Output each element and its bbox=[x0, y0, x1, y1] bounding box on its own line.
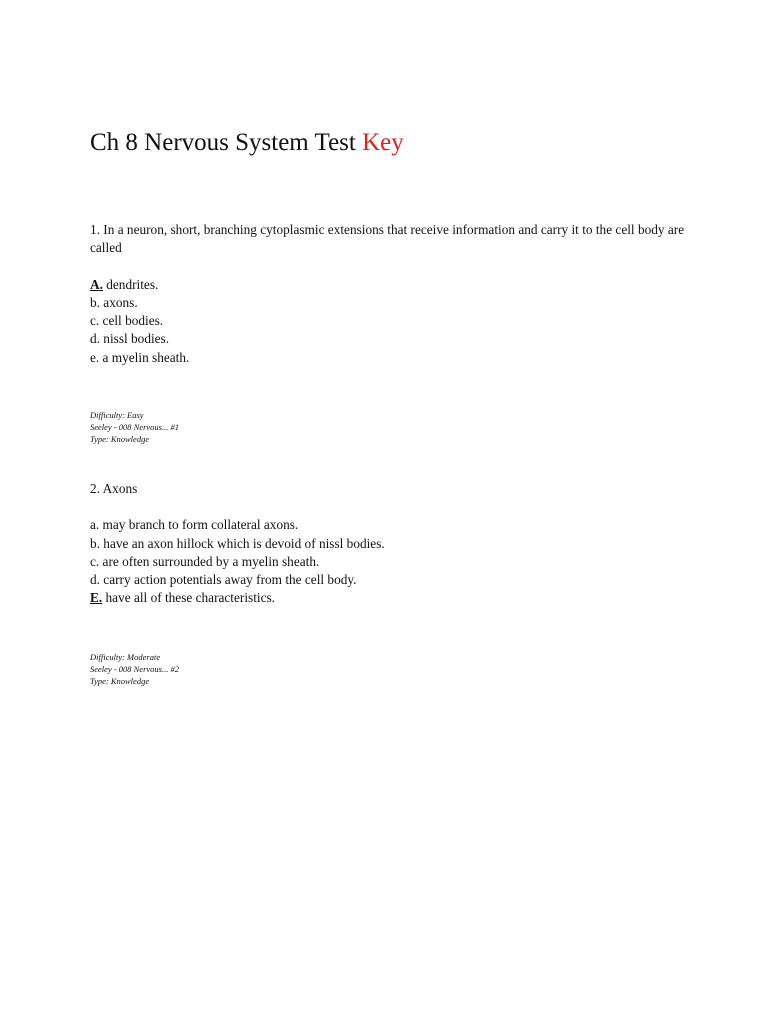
correct-answer-letter: E. bbox=[90, 590, 103, 606]
title-key-highlight: Key bbox=[362, 129, 404, 156]
answer-options bbox=[90, 516, 690, 607]
option-letter: d. bbox=[90, 331, 100, 347]
question-1 bbox=[90, 221, 690, 367]
difficulty-label: Difficulty: Moderate bbox=[90, 652, 161, 662]
option-text: are often surrounded by a myelin sheath. bbox=[99, 553, 320, 569]
question-stem: 2. Axons bbox=[90, 481, 138, 496]
page-title bbox=[90, 126, 404, 160]
option-a bbox=[90, 276, 690, 294]
question-stem: 1. In a neuron, short, branching cytoplasmic extensions that receive information and carry it to the cell body are called bbox=[90, 222, 685, 256]
difficulty-label: Difficulty: Easy bbox=[90, 410, 144, 420]
option-e bbox=[90, 589, 690, 607]
correct-answer-letter: A. bbox=[90, 276, 103, 292]
option-letter: e. bbox=[90, 349, 100, 365]
type-label: Type: Knowledge bbox=[90, 434, 150, 444]
option-text: carry action potentials away from the cell body. bbox=[99, 572, 357, 588]
option-text: axons. bbox=[99, 294, 138, 310]
option-letter: b. bbox=[90, 294, 100, 310]
source-label: Seeley - 008 Nervous... #2 bbox=[90, 664, 179, 674]
question-1-metadata bbox=[90, 409, 179, 445]
option-text: cell bodies. bbox=[99, 313, 164, 329]
option-text: nissl bodies. bbox=[99, 331, 170, 347]
option-c bbox=[90, 553, 690, 571]
answer-options bbox=[90, 276, 690, 367]
option-text: may branch to form collateral axons. bbox=[99, 517, 299, 533]
option-c bbox=[90, 312, 690, 330]
option-text: a myelin sheath. bbox=[99, 349, 190, 365]
option-text: have all of these characteristics. bbox=[102, 590, 275, 606]
option-letter: c. bbox=[90, 313, 100, 329]
source-label: Seeley - 008 Nervous... #1 bbox=[90, 422, 179, 432]
type-label: Type: Knowledge bbox=[90, 676, 150, 686]
option-d bbox=[90, 330, 690, 348]
option-b bbox=[90, 294, 690, 312]
option-letter: c. bbox=[90, 553, 100, 569]
question-2-metadata bbox=[90, 651, 179, 687]
title-text: Ch 8 Nervous System Test bbox=[90, 129, 363, 156]
option-b bbox=[90, 535, 690, 553]
option-text: dendrites. bbox=[102, 276, 159, 292]
option-a bbox=[90, 516, 690, 534]
option-d bbox=[90, 571, 690, 589]
option-letter: d. bbox=[90, 572, 100, 588]
option-text: have an axon hillock which is devoid of nissl bodies. bbox=[99, 535, 385, 551]
question-2 bbox=[90, 480, 690, 608]
option-letter: a. bbox=[90, 517, 100, 533]
option-e bbox=[90, 349, 690, 367]
option-letter: b. bbox=[90, 535, 100, 551]
